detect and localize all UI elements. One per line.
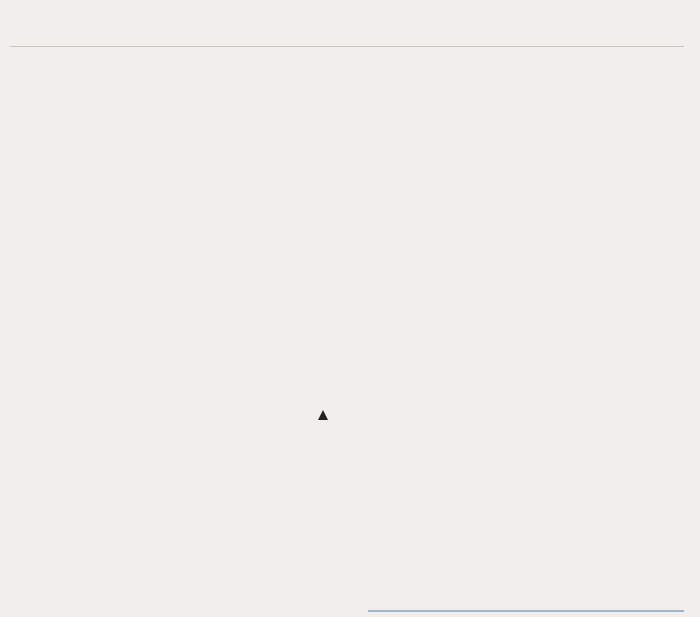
table-row bbox=[38, 465, 478, 475]
table-row bbox=[38, 331, 478, 341]
table-row bbox=[38, 486, 478, 496]
table-row bbox=[38, 239, 478, 249]
table-row bbox=[38, 208, 478, 218]
table-row bbox=[38, 228, 478, 238]
table-header bbox=[38, 177, 478, 187]
table-row bbox=[38, 579, 478, 589]
table-row bbox=[38, 507, 478, 517]
table-row bbox=[38, 568, 478, 578]
table-row bbox=[38, 280, 478, 290]
mouse-cursor-icon bbox=[318, 410, 328, 420]
table-row bbox=[38, 187, 478, 197]
table-row bbox=[38, 249, 478, 259]
table-row bbox=[38, 424, 478, 434]
table-row bbox=[38, 527, 478, 537]
table-row bbox=[38, 198, 478, 208]
table-row bbox=[38, 537, 478, 547]
table-row bbox=[38, 548, 478, 558]
table-row bbox=[38, 301, 478, 311]
table-row bbox=[38, 517, 478, 527]
table-row bbox=[38, 476, 478, 486]
table-row bbox=[38, 259, 478, 269]
table-row bbox=[38, 342, 478, 352]
footer-divider bbox=[368, 610, 684, 612]
table-row bbox=[38, 434, 478, 444]
table-row bbox=[38, 373, 478, 383]
header-divider bbox=[10, 46, 684, 47]
table-row bbox=[38, 362, 478, 372]
table-row bbox=[38, 218, 478, 228]
table-row bbox=[38, 270, 478, 280]
chart-of-accounts bbox=[38, 177, 478, 589]
table-row bbox=[38, 290, 478, 300]
table-row bbox=[38, 352, 478, 362]
table-row bbox=[38, 445, 478, 455]
table-row bbox=[38, 393, 478, 403]
table-row bbox=[38, 383, 478, 393]
table-row bbox=[38, 321, 478, 331]
table-row bbox=[38, 414, 478, 424]
table-body bbox=[38, 187, 478, 589]
table-row bbox=[38, 455, 478, 465]
table-row bbox=[38, 311, 478, 321]
table-row bbox=[38, 558, 478, 568]
table-row bbox=[38, 496, 478, 506]
table-row bbox=[38, 404, 478, 414]
